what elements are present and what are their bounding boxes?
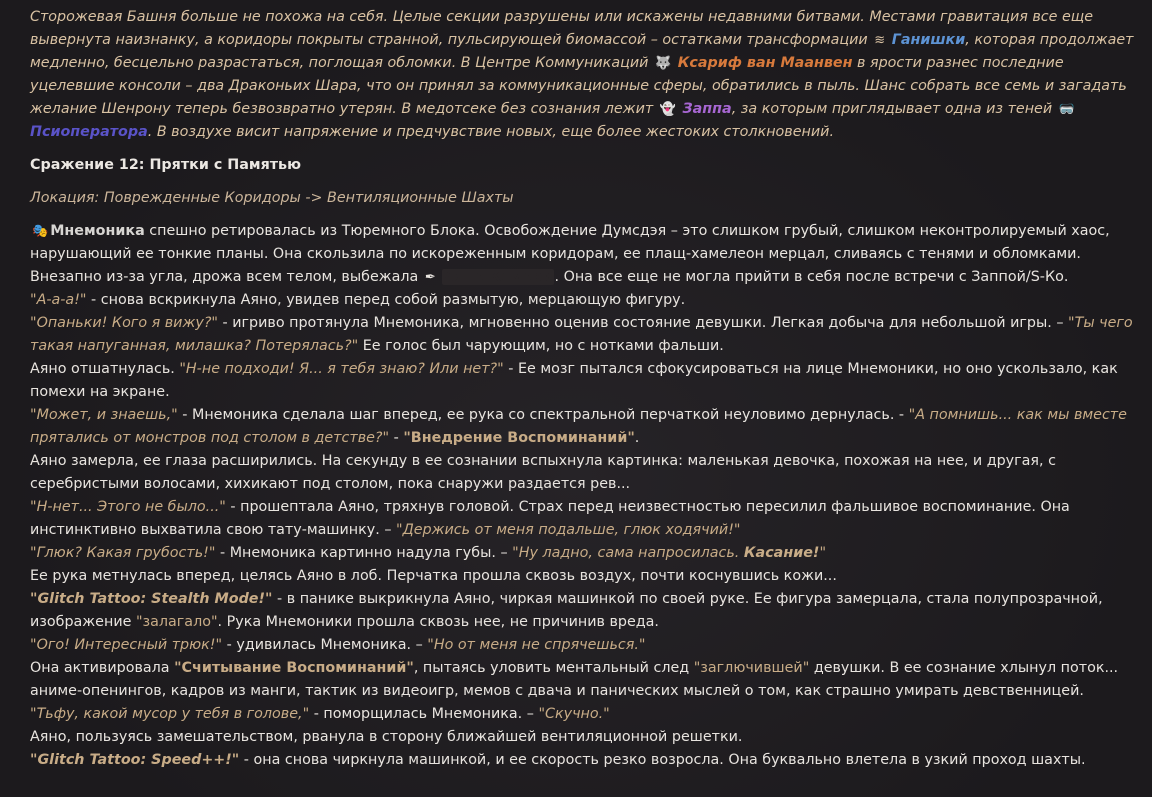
mention-ganishka[interactable]: Ганишки — [891, 32, 966, 48]
paragraph-text: . Рука Мнемоники прошла сквозь нее, не причинив вреда. — [217, 614, 659, 630]
skill-name: "Glitch Tattoo: Stealth Mode!" — [30, 591, 273, 607]
story-paragraph-9: Ее рука метнулась вперед, целясь Аяно в лоб. Перчатка прошла сквозь воздух, почти коснувшись кожи... — [30, 568, 837, 584]
quote: "заглючившей" — [693, 660, 810, 676]
intro-text: , за которым приглядывает одна из теней — [731, 101, 1053, 117]
battle-heading: Сражение 12: Прятки с Памятью — [30, 157, 301, 173]
quote: "А-а-а!" — [30, 292, 87, 308]
quote: "Н-не подходи! Я... я тебя знаю? Или нет?" — [179, 361, 504, 377]
paragraph-text: - — [389, 430, 404, 446]
skill-name: "Внедрение Воспоминаний" — [403, 430, 635, 446]
pen-icon: ✒ — [424, 270, 436, 285]
intro-text: Сторожевая Башня больше не похожа на себя. Целые секции разрушены или искажены недавними битвами. Местами гравитация все еще вывернута наизнанку, а коридоры покрыты странной, пульсирующей биомассой – остатками трансформации — [30, 9, 1094, 48]
paragraph-text: . — [634, 430, 640, 446]
paragraph-text: - в панике выкрикнула Аяно, чиркая машинкой по своей руке. Ее фигура замерцала, стала полупрозрачной, изображение — [30, 591, 1103, 630]
quote: "Ты чего такая напуганная, милашка? Потерялась?" — [30, 315, 1133, 354]
quote: " — [819, 545, 827, 561]
intro-text: , которая продолжает медленно, бесцельно разрастаться, поглощая обломки. В Центре Коммуникаций — [30, 32, 1134, 71]
story-paragraph-5 — [30, 404, 1134, 450]
paragraph-text: - она снова чиркнула машинкой, и ее скорость резко возросла. Она буквально влетела в узкий проход шахты. — [239, 752, 1086, 768]
paragraph-text: Она активировала — [30, 660, 175, 676]
skill-name: "Считывание Воспоминаний" — [174, 660, 414, 676]
paragraph-text: - снова вскрикнула Аяно, увидев перед собой размытую, мерцающую фигуру. — [86, 292, 686, 308]
paragraph-text: - поморщилась Мнемоника. – — [309, 706, 539, 722]
story-paragraph-7 — [30, 496, 1134, 542]
quote: "А помнишь... как мы вместе прятались от монстров под столом в детстве?" — [30, 407, 1127, 446]
story-paragraph-11 — [30, 634, 1134, 657]
intro-text: в ярости разнес последние уцелевшие консоли – два Драконьих Шара, что он принял за коммуникационные сферы, обратились в пыль. Шанс собрать все семь и загадать желание Шенрону теперь безвозвратно утерян. В медотсеке без сознания лежит — [30, 55, 1127, 117]
skill-name: Касание! — [743, 545, 820, 561]
paragraph-text: девушки. В ее сознание хлынул поток... аниме-опенингов, кадров из манги, тактик из видеоигр, мемов с двача и панических мыслей о том, как страшно умирать девственницей. — [30, 660, 1119, 699]
quote: "залагало" — [135, 614, 218, 630]
quote: "Ну ладно, сама напросилась. — [512, 545, 744, 561]
quote: "Ого! Интересный трюк!" — [30, 637, 223, 653]
quote: "Глюк? Какая грубость!" — [30, 545, 216, 561]
intro-paragraph — [30, 6, 1134, 144]
paragraph-text: . Она все еще не могла прийти в себя после встречи с Заппой/S-Ко. — [554, 269, 1069, 285]
paragraph-text: - Мнемоника сделала шаг вперед, ее рука со спектральной перчаткой неуловимо дернулась. - — [177, 407, 909, 423]
quote: "Опаньки! Кого я вижу?" — [30, 315, 218, 331]
story-paragraph-1 — [30, 220, 1134, 289]
quote: "Может, и знаешь," — [30, 407, 178, 423]
paragraph-text: Ее голос был чарующим, но с нотками фальши. — [358, 338, 724, 354]
skill-name: "Glitch Tattoo: Speed++!" — [30, 752, 240, 768]
paragraph-text: - Ее мозг пытался сфокусироваться на лице Мнемоники, но оно ускользало, как помехи на экране. — [30, 361, 1118, 400]
quote: "Но от меня не спрячешься." — [427, 637, 646, 653]
theater-mask-icon: 🎭 — [32, 224, 49, 239]
story-paragraph-13 — [30, 703, 1134, 726]
quote: "Тьфу, какой мусор у тебя в голове," — [30, 706, 310, 722]
paragraph-text: Аяно отшатнулась. — [30, 361, 180, 377]
quote: "Держись от меня подальше, глюк ходячий!" — [396, 522, 741, 538]
mention-ayano-spoiler[interactable]: Аяно Комори — [444, 269, 553, 285]
wave-icon: ≋ — [874, 33, 886, 48]
goggles-icon: 🥽 — [1058, 102, 1075, 117]
paragraph-text: - игриво протянула Мнемоника, мгновенно оценив состояние девушки. Легкая добыча для небольшой игры. – — [217, 315, 1069, 331]
intro-text: . В воздухе висит напряжение и предчувствие новых, еще более жестоких столкновений. — [147, 124, 834, 140]
mention-psioperator[interactable]: Псиоператора — [30, 124, 148, 140]
story-paragraph-8 — [30, 542, 1134, 565]
story-paragraph-15 — [30, 749, 1134, 772]
story-paragraph-3 — [30, 312, 1134, 358]
story-paragraph-14: Аяно, пользуясь замешательством, рванула в сторону ближайшей вентиляционной решетки. — [30, 729, 743, 745]
paragraph-text: - прошептала Аяно, тряхнув головой. Страх перед неизвестностью пересилил фальшивое воспоминание. Она инстинктивно выхватила свою тату-машинку. – — [30, 499, 1070, 538]
story-paragraph-4 — [30, 358, 1134, 404]
story-paragraph-12 — [30, 657, 1134, 703]
story-paragraph-10 — [30, 588, 1134, 634]
quote: "Скучно." — [538, 706, 610, 722]
wolf-icon: 🐺 — [654, 56, 672, 71]
mention-mnemonika[interactable]: Мнемоника — [50, 223, 145, 239]
paragraph-text: , пытаясь уловить ментальный след — [413, 660, 694, 676]
location-line: Локация: Поврежденные Коридоры -> Вентиляционные Шахты — [30, 190, 514, 206]
paragraph-text: спешно ретировалась из Тюремного Блока. Освобождение Думсдэя – это слишком грубый, слишком неконтролируемый хаос, нарушающий ее тонкие планы. Она скользила по искореженным коридорам, ее плащ-хамелеон мерцал, сливаясь с тенями и обломками. Внезапно из-за угла, дрожа всем телом, выбежала — [30, 223, 1110, 285]
story-paragraph-2 — [30, 289, 1134, 312]
quote: "Н-нет... Этого не было..." — [30, 499, 226, 515]
story-paragraph-6: Аяно замерла, ее глаза расширились. На секунду в ее сознании вспыхнула картинка: маленькая девочка, похожая на нее, и другая, с серебристыми волосами, хихикают под столом, пока снаружи раздается рев... — [30, 453, 1056, 492]
ghost-icon: 👻 — [659, 102, 676, 117]
mention-zappa[interactable]: Заппа — [682, 101, 732, 117]
paragraph-text: - Мнемоника картинно надула губы. – — [215, 545, 513, 561]
mention-ksarif[interactable]: Ксариф ван Маанвен — [677, 55, 853, 71]
paragraph-text: - удивилась Мнемоника. – — [222, 637, 428, 653]
